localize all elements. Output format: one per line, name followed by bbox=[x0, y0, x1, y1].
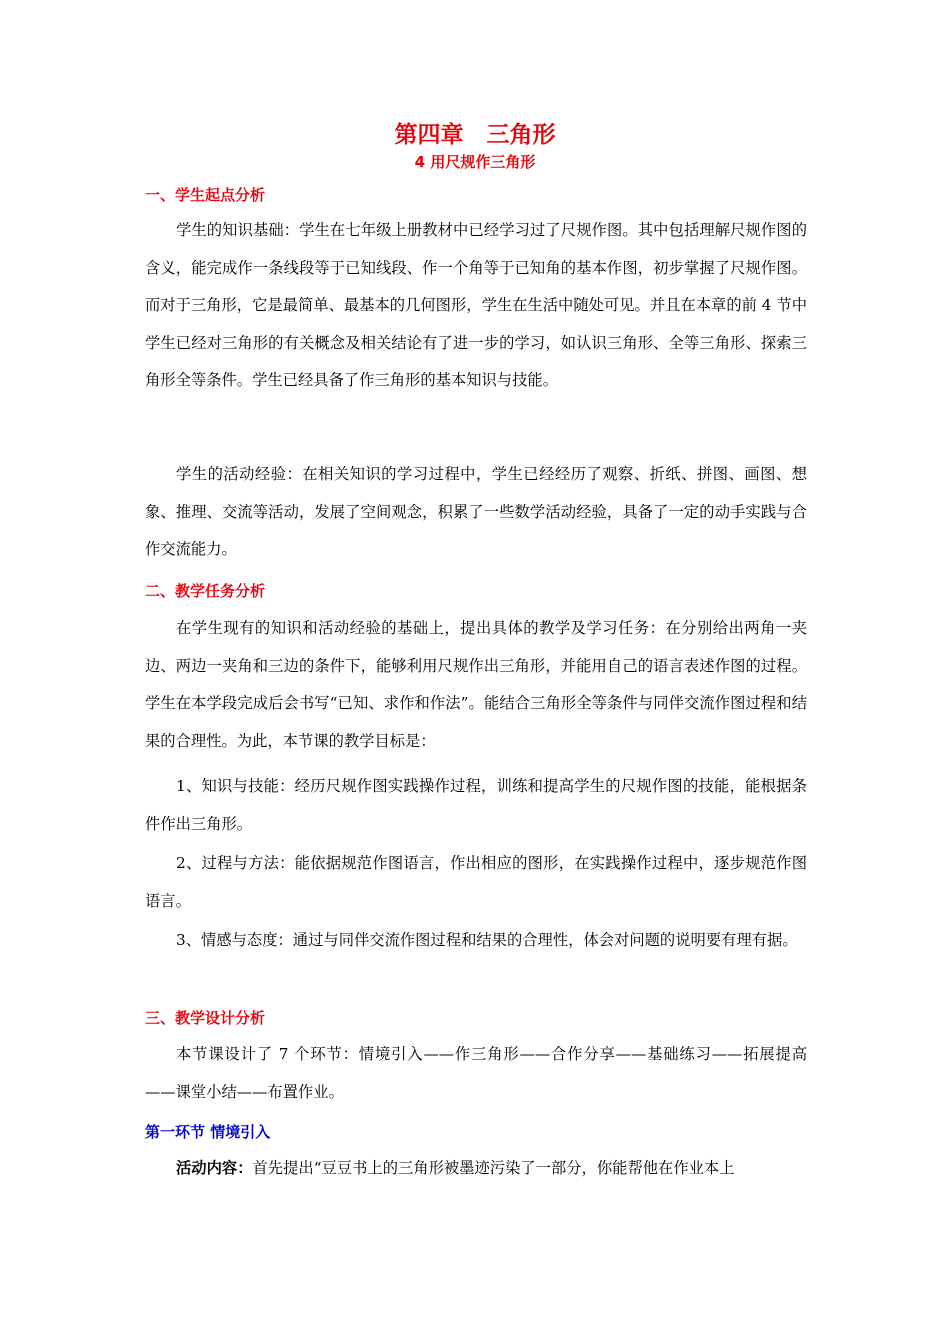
activity-content-label: 活动内容： bbox=[176, 1159, 253, 1177]
section-heading-start-analysis: 一、学生起点分析 bbox=[145, 186, 266, 204]
section-heading-design-analysis: 三、教学设计分析 bbox=[145, 1009, 266, 1027]
paragraph-design-steps: 本节课设计了 7 个环节：情境引入——作三角形——合作分享——基础练习——拓展提高——课堂小结——布置作业。 bbox=[145, 1045, 807, 1101]
paragraph-knowledge-base: 学生的知识基础：学生在七年级上册教材中已经学习过了尺规作图。其中包括理解尺规作图的含义，能完成作一条线段等于已知线段、作一个角等于已知角的基本作图，初步掌握了尺规作图。而对于三角形，它是最简单、最基本的几何图形，学生在生活中随处可见。并且在本章的前 4 节中学生已经对三角形的有关概念及相关结论有了进一步的学习，如认识三角形、全等三角形、探索三角形全等条件。学生已经具备了作三角形的基本知识与技能。 bbox=[145, 221, 807, 389]
paragraph-activity-experience: 学生的活动经验：在相关知识的学习过程中，学生已经经历了观察、折纸、拼图、画图、想象、推理、交流等活动，发展了空间观念，积累了一些数学活动经验，具备了一定的动手实践与合作交流能力。 bbox=[145, 465, 807, 558]
paragraph-goal-attitude: 3、情感与态度：通过与同伴交流作图过程和结果的合理性，体会对问题的说明要有理有据。 bbox=[176, 931, 798, 949]
paragraph-activity-content bbox=[145, 1150, 807, 1188]
paragraph-goal-process: 2、过程与方法：能依据规范作图语言，作出相应的图形，在实践操作过程中，逐步规范作图语言。 bbox=[145, 854, 807, 910]
paragraph-goal-knowledge: 1、知识与技能：经历尺规作图实践操作过程，训练和提高学生的尺规作图的技能，能根据条件作出三角形。 bbox=[145, 777, 807, 833]
paragraph-teaching-tasks: 在学生现有的知识和活动经验的基础上，提出具体的教学及学习任务：在分别给出两角一夹边、两边一夹角和三边的条件下，能够利用尺规作出三角形，并能用自己的语言表述作图的过程。学生在本学段完成后会书写“已知、求作和作法”。能结合三角形全等条件与同伴交流作图过程和结果的合理性。为此，本节课的教学目标是： bbox=[145, 619, 807, 750]
subsection-heading-stage-one: 第一环节 情境引入 bbox=[145, 1123, 271, 1141]
chapter-title: 第四章 三角形 bbox=[394, 122, 556, 148]
lesson-subtitle: 4 用尺规作三角形 bbox=[414, 153, 536, 171]
activity-content-text: 首先提出“豆豆书上的三角形被墨迹污染了一部分，你能帮他在作业本上 bbox=[252, 1159, 735, 1177]
section-heading-task-analysis: 二、教学任务分析 bbox=[145, 582, 266, 600]
